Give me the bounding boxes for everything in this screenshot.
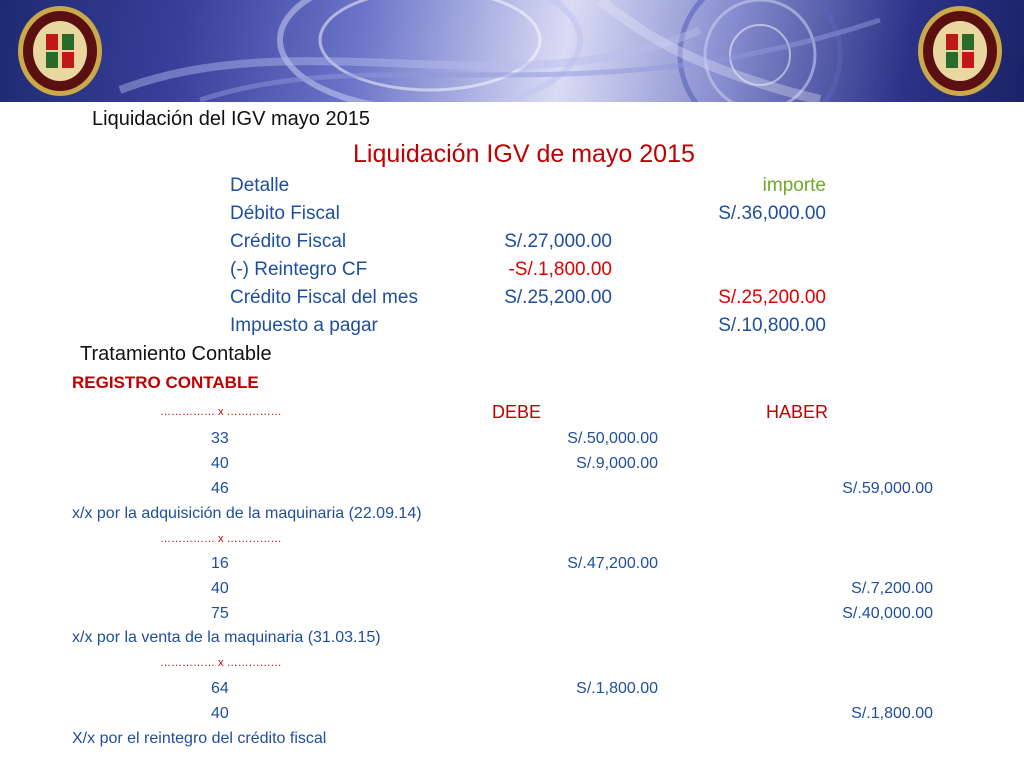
account-code: 16 [211,555,229,572]
account-code: 75 [211,605,229,622]
liq-row-label: Impuesto a pagar [230,315,378,336]
university-seal-right [916,4,1004,98]
liq-row-label: Crédito Fiscal [230,231,347,252]
account-code: 40 [211,580,229,597]
debe-amount: S/.1,800.00 [576,680,658,697]
university-seal-left [16,4,104,98]
header-banner [0,0,1024,102]
registro-heading: REGISTRO CONTABLE [72,373,259,392]
liq-row-amount: S/.36,000.00 [718,203,826,224]
section-title: Liquidación del IGV mayo 2015 [92,108,370,130]
main-title: Liquidación IGV de mayo 2015 [353,140,695,168]
section-title-tratamiento: Tratamiento Contable [80,343,272,365]
haber-amount: S/.7,200.00 [851,580,933,597]
account-code: 40 [211,455,229,472]
debe-amount: S/.50,000.00 [567,430,658,447]
entry-gloss: x/x por la adquisición de la maquinaria (22.09.14) [72,505,422,522]
haber-amount: S/.59,000.00 [842,480,933,497]
haber-amount: S/.1,800.00 [851,705,933,722]
haber-amount: S/.40,000.00 [842,605,933,622]
liq-row-label: (-) Reintegro CF [230,259,368,280]
account-code: 46 [211,480,229,497]
debe-amount: S/.9,000.00 [576,455,658,472]
entry-separator: …………… x …………… [160,533,282,545]
column-header-detalle: Detalle [230,175,290,196]
debe-amount: S/.47,200.00 [567,555,658,572]
debe-header: DEBE [492,402,542,422]
liq-row-mid: -S/.1,800.00 [508,259,612,280]
account-code: 64 [211,680,229,697]
column-header-importe: importe [762,175,826,196]
liq-row-label: Débito Fiscal [230,203,340,224]
liq-row-label: Crédito Fiscal del mes [230,287,418,308]
entry-separator: …………… x …………… [160,406,282,418]
liq-row-mid: S/.27,000.00 [504,231,612,252]
liq-row-amount: S/.10,800.00 [718,315,826,336]
liq-row-amount: S/.25,200.00 [718,287,826,308]
account-code: 40 [211,705,229,722]
entry-gloss: X/x por el reintegro del crédito fiscal [72,730,327,747]
banner-swirl-graphic [0,0,1024,102]
haber-header: HABER [766,402,829,422]
entry-separator: …………… x …………… [160,657,282,669]
liq-row-mid: S/.25,200.00 [504,287,612,308]
entry-gloss: x/x por la venta de la maquinaria (31.03.15) [72,629,381,646]
account-code: 33 [211,430,229,447]
